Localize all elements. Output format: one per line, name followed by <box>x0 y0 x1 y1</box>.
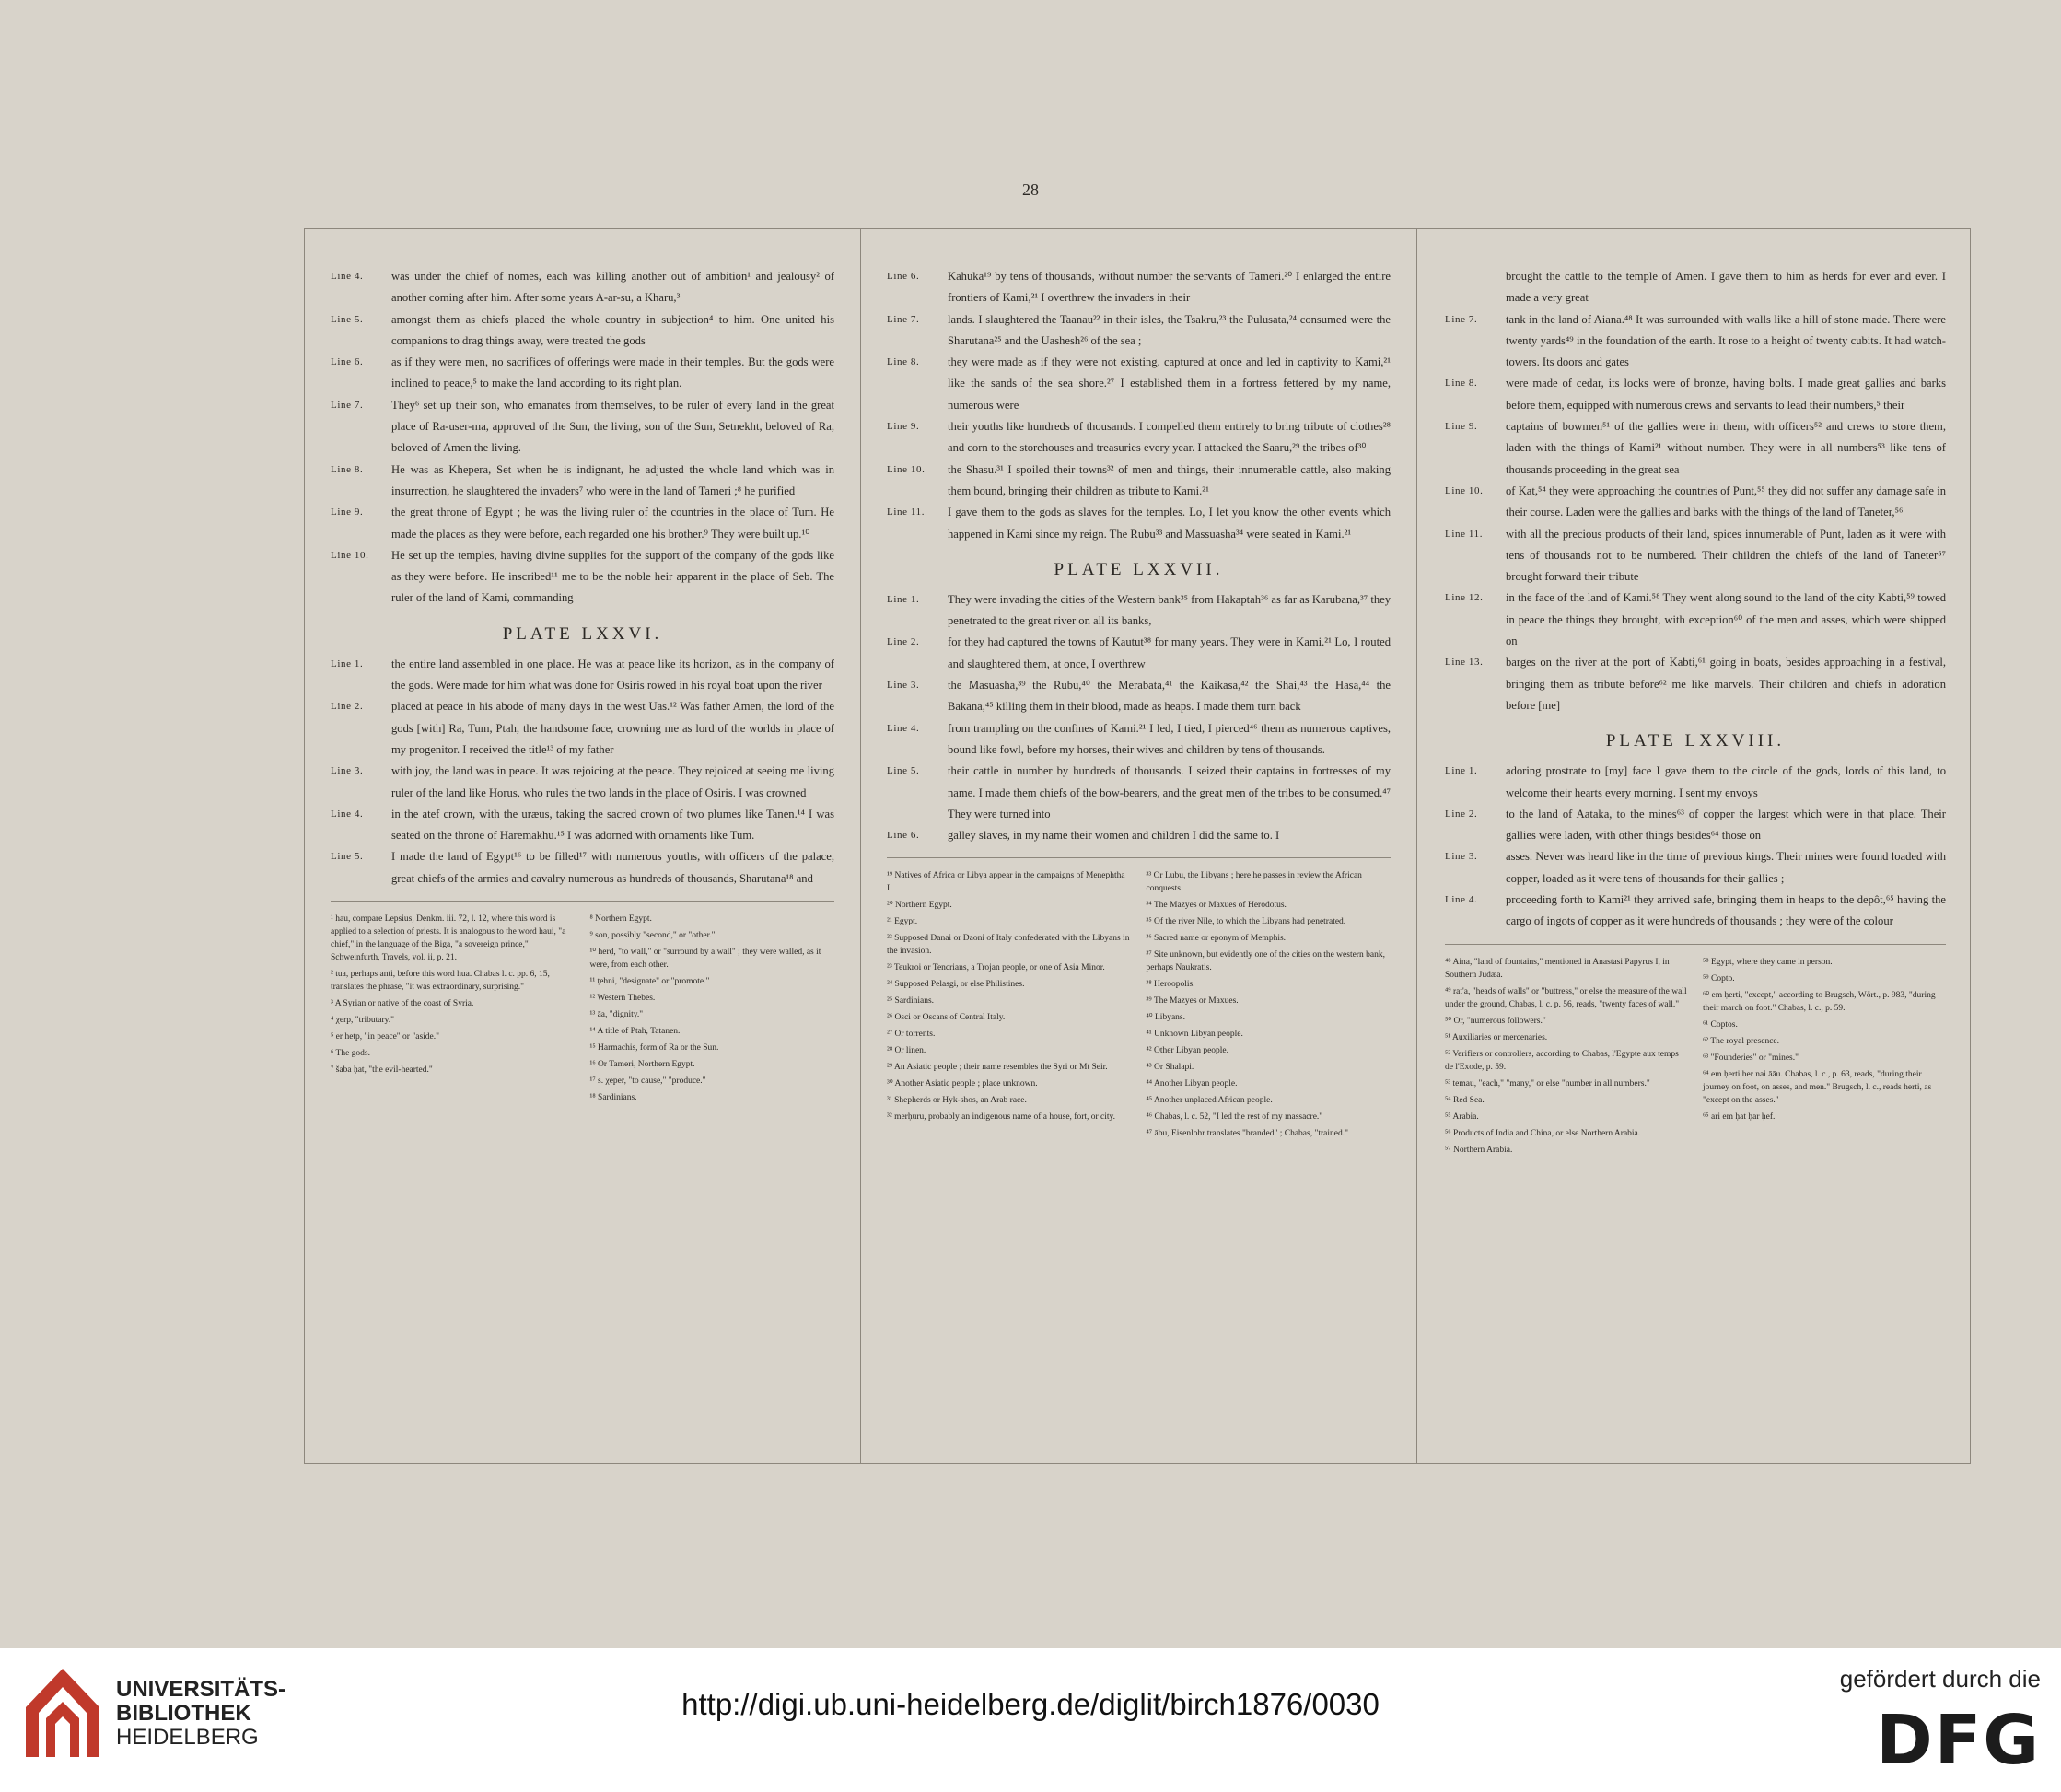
footnote: ³⁶ Sacred name or eponym of Memphis. <box>1146 934 1287 944</box>
footnote-column <box>590 913 835 1108</box>
footnote: ⁴⁸ Aina, "land of fountains," mentioned in Anastasi Papyrus I, in Southern Judæa. <box>1445 957 1670 980</box>
footnotes <box>887 869 1391 1144</box>
text-line <box>887 589 1391 633</box>
footnote: ⁵⁸ Egypt, where they came in person. <box>1703 957 1833 967</box>
footnote: ¹⁹ Natives of Africa or Libya appear in the campaigns of Menephtha I. <box>887 871 1125 894</box>
intro-text: brought the cattle to the temple of Amen. I gave them to him as herds for ever and ever. I made a very great <box>1506 270 1946 305</box>
text-line <box>887 718 1391 762</box>
footnote: ¹⁴ A title of Ptah, Tatanen. <box>589 1027 681 1037</box>
footnote: ⁶ The gods. <box>331 1049 370 1059</box>
footnote: ⁵ er hetp, "in peace" or "aside." <box>331 1032 439 1042</box>
footnote: ²⁷ Or torrents. <box>887 1030 936 1040</box>
footnote-column <box>887 869 1132 1144</box>
footnote: ³² merḥuru, probably an indigenous name of a house, fort, or city. <box>887 1112 1116 1123</box>
line-text: barges on the river at the port of Kabti,⁶¹ going in boats, besides approaching in a festival, bringing them as tribute before⁶² me like marvels. Their children and chiefs in adoration before [me] <box>1506 656 1946 712</box>
line-text: of Kat,⁵⁴ they were approaching the countries of Punt,⁵⁵ they did not suffer any damage safe in their course. Laden were the gallies and barks with the things of the land of Taneter,⁵⁶ <box>1506 483 1946 519</box>
footnote: ⁵⁷ Northern Arabia. <box>1445 1145 1513 1155</box>
footnote-rule <box>331 901 834 902</box>
line-text: He was as Khepera, Set when he is indignant, he adjusted the whole land which was in insurrection, he slaughtered the invaders⁷ who were in the land of Tameri ;⁸ he purified <box>391 462 834 497</box>
text-line <box>331 545 834 610</box>
footer-bar <box>0 1648 2061 1792</box>
line-text: as if they were men, no sacrifices of offerings were made in their temples. But the gods were inclined to peace,⁵ to make the land according to its right plan. <box>391 355 834 390</box>
footnote: ⁶³ "Founderies" or "mines." <box>1703 1053 1799 1063</box>
text-line <box>331 654 834 697</box>
line-label: Line 8. <box>1445 378 1478 390</box>
footnote: ²¹ Egypt. <box>887 917 918 927</box>
line-text: with all the precious products of their land, spices innumerable of Punt, laden as it were with tens of thousands not to be numbered. Their children the chiefs of the land of Taneter⁵⁷ brought forward their tribute <box>1506 527 1946 584</box>
text-frame <box>304 228 1971 1464</box>
dfg-logo-text: DFG <box>1876 1701 2041 1780</box>
line-label: Line 6. <box>887 271 920 282</box>
line-label: Line 10. <box>1445 484 1484 496</box>
footnote: ⁵² Verifiers or controllers, according to Chabas, l'Egypte aux temps de l'Exode, p. 59. <box>1445 1049 1679 1072</box>
text-line <box>1445 588 1946 652</box>
footnotes <box>1445 956 1946 1160</box>
footnote: ⁴¹ Unknown Libyan people. <box>1146 1030 1243 1040</box>
line-label: Line 3. <box>887 680 920 692</box>
line-text: was under the chief of nomes, each was killing another out of ambition¹ and jealousy² of another coming after him. After some years A-ar-su, a Kharu,³ <box>391 270 834 305</box>
footnote: ¹⁰ herḍ, "to wall," or "surround by a wall" ; they were walled, as it were, from each other. <box>589 948 821 971</box>
line-text: galley slaves, in my name their women and children I did the same to. I <box>948 829 1280 843</box>
line-label: Line 5. <box>331 313 364 325</box>
footnote-column <box>1147 869 1391 1144</box>
footnote-column <box>331 913 576 1108</box>
footnote-rule <box>1445 944 1946 945</box>
line-label: Line 5. <box>887 765 920 777</box>
line-label: Line 6. <box>331 356 364 368</box>
line-label: Line 7. <box>1445 313 1478 325</box>
footnote: ⁵⁴ Red Sea. <box>1445 1095 1485 1105</box>
footnote: ³⁵ Of the river Nile, to which the Libyans had penetrated. <box>1146 917 1346 927</box>
column-middle <box>861 229 1417 1463</box>
text-line <box>1445 804 1946 847</box>
text-line <box>887 352 1391 416</box>
footnote: ³⁷ Site unknown, but evidently one of the cities on the western bank, perhaps Naukratis. <box>1146 950 1385 973</box>
footnote: ²² Supposed Danai or Daoni of Italy confederated with the Libyans in the invasion. <box>887 934 1130 957</box>
text-line <box>887 675 1391 718</box>
text-line <box>331 502 834 545</box>
text-line <box>1445 524 1946 588</box>
footnote: ¹¹ ṭehni, "designate" or "promote." <box>589 977 710 987</box>
line-text: were made of cedar, its locks were of bronze, having bolts. I made great gallies and barks before them, equipped with numerous crews and servants to lead their numbers,⁵ their <box>1506 377 1946 412</box>
footnote: ³⁹ The Mazyes or Maxues. <box>1146 996 1239 1007</box>
text-line <box>331 309 834 353</box>
footnote: ²⁵ Sardinians. <box>887 996 935 1007</box>
footnote: ³³ Or Lubu, the Libyans ; here he passes in review the African conquests. <box>1146 871 1362 894</box>
line-text: asses. Never was heard like in the time of previous kings. Their mines were found loaded with copper, loaded as it were tens of thousands for their gallies ; <box>1506 850 1946 885</box>
column-left <box>305 229 861 1463</box>
text-line <box>331 846 834 890</box>
footnote: ⁴⁰ Libyans. <box>1146 1013 1185 1023</box>
footnote: ²³ Teukroi or Tencrians, a Trojan people, or one of Asia Minor. <box>887 963 1105 973</box>
text-line <box>887 460 1391 503</box>
footnote: ⁴⁴ Another Libyan people. <box>1146 1079 1238 1089</box>
logo-line-2: BIBLIOTHEK <box>116 1701 251 1726</box>
line-label: Line 1. <box>1445 765 1478 777</box>
footnote: ⁵⁵ Arabia. <box>1445 1111 1479 1122</box>
footnote: ⁵⁰ Or, "numerous followers." <box>1445 1016 1546 1026</box>
line-label: Line 7. <box>331 399 364 411</box>
permalink-url[interactable]: http://digi.ub.uni-heidelberg.de/diglit/birch1876/0030 <box>681 1687 1380 1721</box>
footnote: ³⁸ Heroopolis. <box>1146 980 1195 990</box>
line-text: tank in the land of Aiana.⁴⁸ It was surrounded with walls like a hill of stone made. There were twenty yards⁴⁹ in the foundation of the earth. It rose to a height of twenty cubits. It had watch-towers. Its doors and gates <box>1506 312 1946 369</box>
line-label: Line 13. <box>1445 657 1484 669</box>
footnote: ¹⁶ Or Tameri, Northern Egypt. <box>589 1060 695 1070</box>
line-text: proceeding forth to Kami²¹ they arrived safe, bringing them in heaps to the depôt,⁶⁵ having the cargo of ingots of copper as it were hundreds of thousands ; they were of the colour <box>1506 893 1946 928</box>
line-text: I gave them to the gods as slaves for the temples. Lo, I let you know the other events which happened in Kami since my reign. The Rubu³³ and Massuasha³⁴ were seated in Kami.²¹ <box>948 506 1391 541</box>
plate-title: PLATE LXXVI. <box>502 623 663 644</box>
footnote: ³⁴ The Mazyes or Maxues of Herodotus. <box>1146 901 1287 911</box>
footnote: ³⁰ Another Asiatic people ; place unknown. <box>887 1079 1038 1089</box>
text-line <box>1445 846 1946 890</box>
footnote: ² tua, perhaps anti, before this word hua. Chabas l. c. pp. 6, 15, translates the phrase, "it was extraordinary, surprising." <box>331 970 550 993</box>
text-line <box>1445 373 1946 416</box>
line-label: Line 1. <box>331 657 364 669</box>
text-line <box>887 416 1391 460</box>
funded-by-text: gefördert durch die <box>1839 1665 2041 1693</box>
footnote: ⁶⁵ ari em ḥat ḥar ḥef. <box>1703 1111 1776 1122</box>
text-line <box>887 502 1391 545</box>
footnote: ²⁸ Or linen. <box>887 1046 926 1056</box>
line-label: Line 7. <box>887 313 920 325</box>
footnote: ⁴⁹ rat'a, "heads of walls" or "buttress," or else the measure of the wall under the ground, Chabas, l. c. p. 56, reads, "twenty faces of wall." <box>1445 986 1687 1009</box>
line-text: lands. I slaughtered the Taanau²² in their isles, the Tsakru,²³ the Pulusata,²⁴ consumed were the Sharutana²⁵ and the Uashesh²⁶ of the sea ; <box>948 312 1391 347</box>
line-label: Line 4. <box>887 722 920 734</box>
line-label: Line 2. <box>887 636 920 648</box>
line-text: in the face of the land of Kami.⁵⁸ They went along sound to the land of the city Kabti,⁵⁹ towed in peace the things they brought, with exception⁶⁰ of the men and asses, which were shipped on <box>1506 591 1946 648</box>
text-line <box>331 266 834 309</box>
footnote: ¹ hau, compare Lepsius, Denkm. iii. 72, l. 12, where this word is applied to a selection of priests. It is analogous to the word haui, "a chief," in the language of the Biga, "a sovereign prince," Schweinfurth, Travels, vol. ii, p. 21. <box>331 914 566 963</box>
line-text: their cattle in number by hundreds of thousands. I seized their captains in fortresses of my name. I made them chiefs of the bow-bearers, and the great men of the tribes to be consumed.⁴⁷ They were turned into <box>948 764 1391 820</box>
text-line <box>887 266 1391 309</box>
line-text: They were invading the cities of the Western bank³⁵ from Hakaptah³⁶ as far as Karubana,³⁷ they penetrated to the great river on all its banks, <box>948 592 1391 628</box>
line-text: They⁶ set up their son, who emanates from themselves, to be ruler of every land in the great place of Ra-user-ma, approved of the Sun, the living, son of the Sun, Setnekht, beloved of Ra, beloved of Amen the living. <box>391 398 834 455</box>
line-label: Line 6. <box>887 830 920 842</box>
logo-line-3: HEIDELBERG <box>116 1725 259 1750</box>
line-text: He set up the temples, having divine supplies for the support of the company of the gods like as they were before. He inscribed¹¹ me to be the noble heir apparent in the place of Seb. The ruler of the land of Kami, commanding <box>391 548 834 605</box>
text-line <box>887 761 1391 825</box>
line-label: Line 10. <box>331 549 369 561</box>
line-label: Line 12. <box>1445 592 1484 604</box>
footnote: ³ A Syrian or native of the coast of Syria. <box>331 999 474 1009</box>
line-text: placed at peace in his abode of many days in the west Uas.¹² Was father Amen, the lord of the gods [with] Ra, Tum, Ptah, the handsome face, crowning me as lord of the worlds in place of my progenitor. I received the title¹³ of my father <box>391 700 834 756</box>
text-line <box>1445 890 1946 933</box>
page-number: 28 <box>1022 180 1039 199</box>
footnote: ⁴⁵ Another unplaced African people. <box>1146 1096 1273 1106</box>
line-text: their youths like hundreds of thousands. I compelled them entirely to bring tribute of clothes²⁸ and corn to the storehouses and treasuries every year. I attacked the Saaru,²⁹ the tribes of³⁰ <box>948 420 1391 455</box>
footnote: ⁵¹ Auxiliaries or mercenaries. <box>1445 1032 1548 1042</box>
footnote: ⁵⁶ Products of India and China, or else Northern Arabia. <box>1445 1128 1641 1138</box>
footnote: ⁶⁰ em ḥerti, "except," according to Brugsch, Wört., p. 983, "during their march on foot." Chabas, l. c., p. 59. <box>1703 990 1936 1013</box>
line-text: the entire land assembled in one place. He was at peace like its horizon, as in the company of the gods. Were made for him what was done for Osiris rowed in his royal boat upon the river <box>391 657 834 692</box>
line-text: Kahuka¹⁹ by tens of thousands, without number the servants of Tameri.²⁰ I enlarged the entire frontiers of Kami,²¹ I overthrew the invaders in their <box>948 270 1391 305</box>
line-text: the great throne of Egypt ; he was the living ruler of the countries in the place of Tum. He made the places as they were before, each regarded one his brother.⁹ They were built up.¹⁰ <box>391 506 834 541</box>
line-text: adoring prostrate to [my] face I gave them to the circle of the gods, lords of this land, to welcome their hearts every morning. I sent my envoys <box>1506 764 1946 799</box>
line-label: Line 11. <box>1445 528 1484 540</box>
footnote: ⁸ Northern Egypt. <box>589 914 652 925</box>
plate-title: PLATE LXXVII. <box>1054 559 1224 579</box>
line-label: Line 3. <box>331 765 364 777</box>
line-label: Line 8. <box>887 356 920 368</box>
line-text: the Shasu.³¹ I spoiled their towns³² of men and things, their innumerable cattle, also making them bound, bringing their children as tribute to Kami.²¹ <box>948 462 1391 497</box>
line-text: amongst them as chiefs placed the whole country in subjection⁴ to him. One united his companions to drag things away, were treated the gods <box>391 312 834 347</box>
text-line <box>331 395 834 460</box>
line-label: Line 2. <box>1445 808 1478 820</box>
footnote: ⁵³ temau, "each," "many," or else "number in all numbers." <box>1445 1078 1650 1088</box>
dfg-logo[interactable] <box>1847 1701 2041 1780</box>
text-line <box>1445 481 1946 524</box>
text-line <box>331 352 834 395</box>
footnote: ¹³ āa, "dignity." <box>589 1010 644 1020</box>
text-line <box>1445 309 1946 374</box>
text-line <box>1445 652 1946 716</box>
footnote: ⁶¹ Coptos. <box>1703 1019 1738 1030</box>
line-label: Line 9. <box>887 421 920 433</box>
footnotes <box>331 913 834 1108</box>
line-text: with joy, the land was in peace. It was rejoicing at the peace. They rejoiced at seeing me living ruler of the land like Horus, who rules the two lands in the place of Osiris. I was crowned <box>391 764 834 799</box>
footnote: ⁴⁷ ābu, Eisenlohr translates "branded" ; Chabas, "trained." <box>1146 1129 1348 1139</box>
text-line <box>331 761 834 804</box>
footnote: ³¹ Shepherds or Hyk-shos, an Arab race. <box>887 1096 1027 1106</box>
line-text: in the atef crown, with the uræus, taking the sacred crown of two plumes like Tanen.¹⁴ I was seated on the throne of Haremakhu.¹⁵ I was adorned with ornaments like Tum. <box>391 807 834 843</box>
line-text: from trampling on the confines of Kami.²¹ I led, I tied, I pierced⁴⁶ them as numerous captives, bound like fowl, before my horses, their wives and children by tens of thousands. <box>948 721 1391 756</box>
text-line <box>1445 761 1946 804</box>
footnote: ¹² Western Thebes. <box>589 994 656 1004</box>
footnote: ²⁹ An Asiatic people ; their name resembles the Syri or Mt Seir. <box>887 1063 1108 1073</box>
text-line <box>331 696 834 761</box>
footnote: ⁷ šaba ḥat, "the evil-hearted." <box>331 1065 433 1076</box>
line-label: Line 9. <box>331 506 364 518</box>
text-line <box>331 460 834 503</box>
line-label: Line 9. <box>1445 421 1478 433</box>
plate-title: PLATE LXXVIII. <box>1605 731 1786 751</box>
footnote: ⁴³ Or Shalapi. <box>1146 1063 1194 1073</box>
line-label: Line 4. <box>331 808 364 820</box>
footnote: ²⁴ Supposed Pelasgi, or else Philistines. <box>887 980 1025 990</box>
logo-line-1: UNIVERSITÄTS- <box>116 1677 286 1702</box>
line-label: Line 11. <box>887 506 926 518</box>
text-line <box>1445 416 1946 481</box>
text-line <box>887 825 1391 846</box>
line-text: they were made as if they were not existing, captured at once and led in captivity to Kami,²¹ like the sands of the sea shore.²⁷ I established them in a fortress fettered by my name, numerous were <box>948 355 1391 412</box>
footnote-column <box>1445 956 1688 1160</box>
line-text: to the land of Aataka, to the mines⁶³ of copper the largest which were in that place. Their gallies were laden, with other things besides⁶⁴ those on <box>1506 807 1946 843</box>
footnote: ²⁰ Northern Egypt. <box>887 901 952 911</box>
line-label: Line 10. <box>887 463 926 475</box>
footnote: ⁴² Other Libyan people. <box>1146 1046 1229 1056</box>
footnote: ⁹ son, possibly "second," or "other." <box>589 931 716 941</box>
line-label: Line 1. <box>887 593 920 605</box>
column-right <box>1419 229 1972 1463</box>
footnote-column <box>1703 956 1946 1160</box>
footnote: ⁶⁴ em ḥerti her nai āāu. Chabas, l. c., p. 63, reads, "during their journey on foot, on asses, and men." Brugsch, l. c., reads herti, as "except on the asses." <box>1703 1069 1932 1105</box>
line-label: Line 2. <box>331 701 364 713</box>
footnote: ¹⁷ s. χeper, "to cause," "produce." <box>589 1076 706 1087</box>
text-line <box>331 804 834 847</box>
footnote-rule <box>887 857 1391 858</box>
line-label: Line 8. <box>331 463 364 475</box>
footnote: ⁶² The royal presence. <box>1703 1036 1780 1046</box>
line-text: the Masuasha,³⁹ the Rubu,⁴⁰ the Merabata,⁴¹ the Kaikasa,⁴² the Shai,⁴³ the Hasa,⁴⁴ the Bakana,⁴⁵ killing them in their blood, made as heaps. I made them turn back <box>948 679 1391 714</box>
footnote: ⁴⁶ Chabas, l. c. 52, "I led the rest of my massacre." <box>1146 1112 1323 1123</box>
line-label: Line 3. <box>1445 851 1478 863</box>
text-line <box>887 309 1391 353</box>
footnote: ⁴ χerp, "tributary." <box>331 1016 395 1026</box>
line-label: Line 5. <box>331 851 364 863</box>
line-text: for they had captured the towns of Kautut³⁸ for many years. They were in Kami.²¹ Lo, I routed and slaughtered them, at once, I overthrew <box>948 635 1391 670</box>
footnote: ¹⁵ Harmachis, form of Ra or the Sun. <box>589 1043 719 1053</box>
footnote: ⁵⁹ Copto. <box>1703 973 1735 983</box>
line-text: I made the land of Egypt¹⁶ to be filled¹⁷ with numerous youths, with officers of the palace, great chiefs of the armies and cavalry numerous as hundreds of thousands, Sharutana¹⁸ and <box>391 850 834 885</box>
footnote: ¹⁸ Sardinians. <box>589 1093 637 1103</box>
text-line <box>887 632 1391 675</box>
line-label: Line 4. <box>331 271 364 282</box>
footnote: ²⁶ Osci or Oscans of Central Italy. <box>887 1013 1006 1023</box>
line-text: captains of bowmen⁵¹ of the gallies were in them, with officers⁵² and crews to store them, laden with the things of Kami²¹ without number. They were in all numbers⁵³ like tens of thousands proceeding in the great sea <box>1506 420 1946 476</box>
line-label: Line 4. <box>1445 894 1478 906</box>
